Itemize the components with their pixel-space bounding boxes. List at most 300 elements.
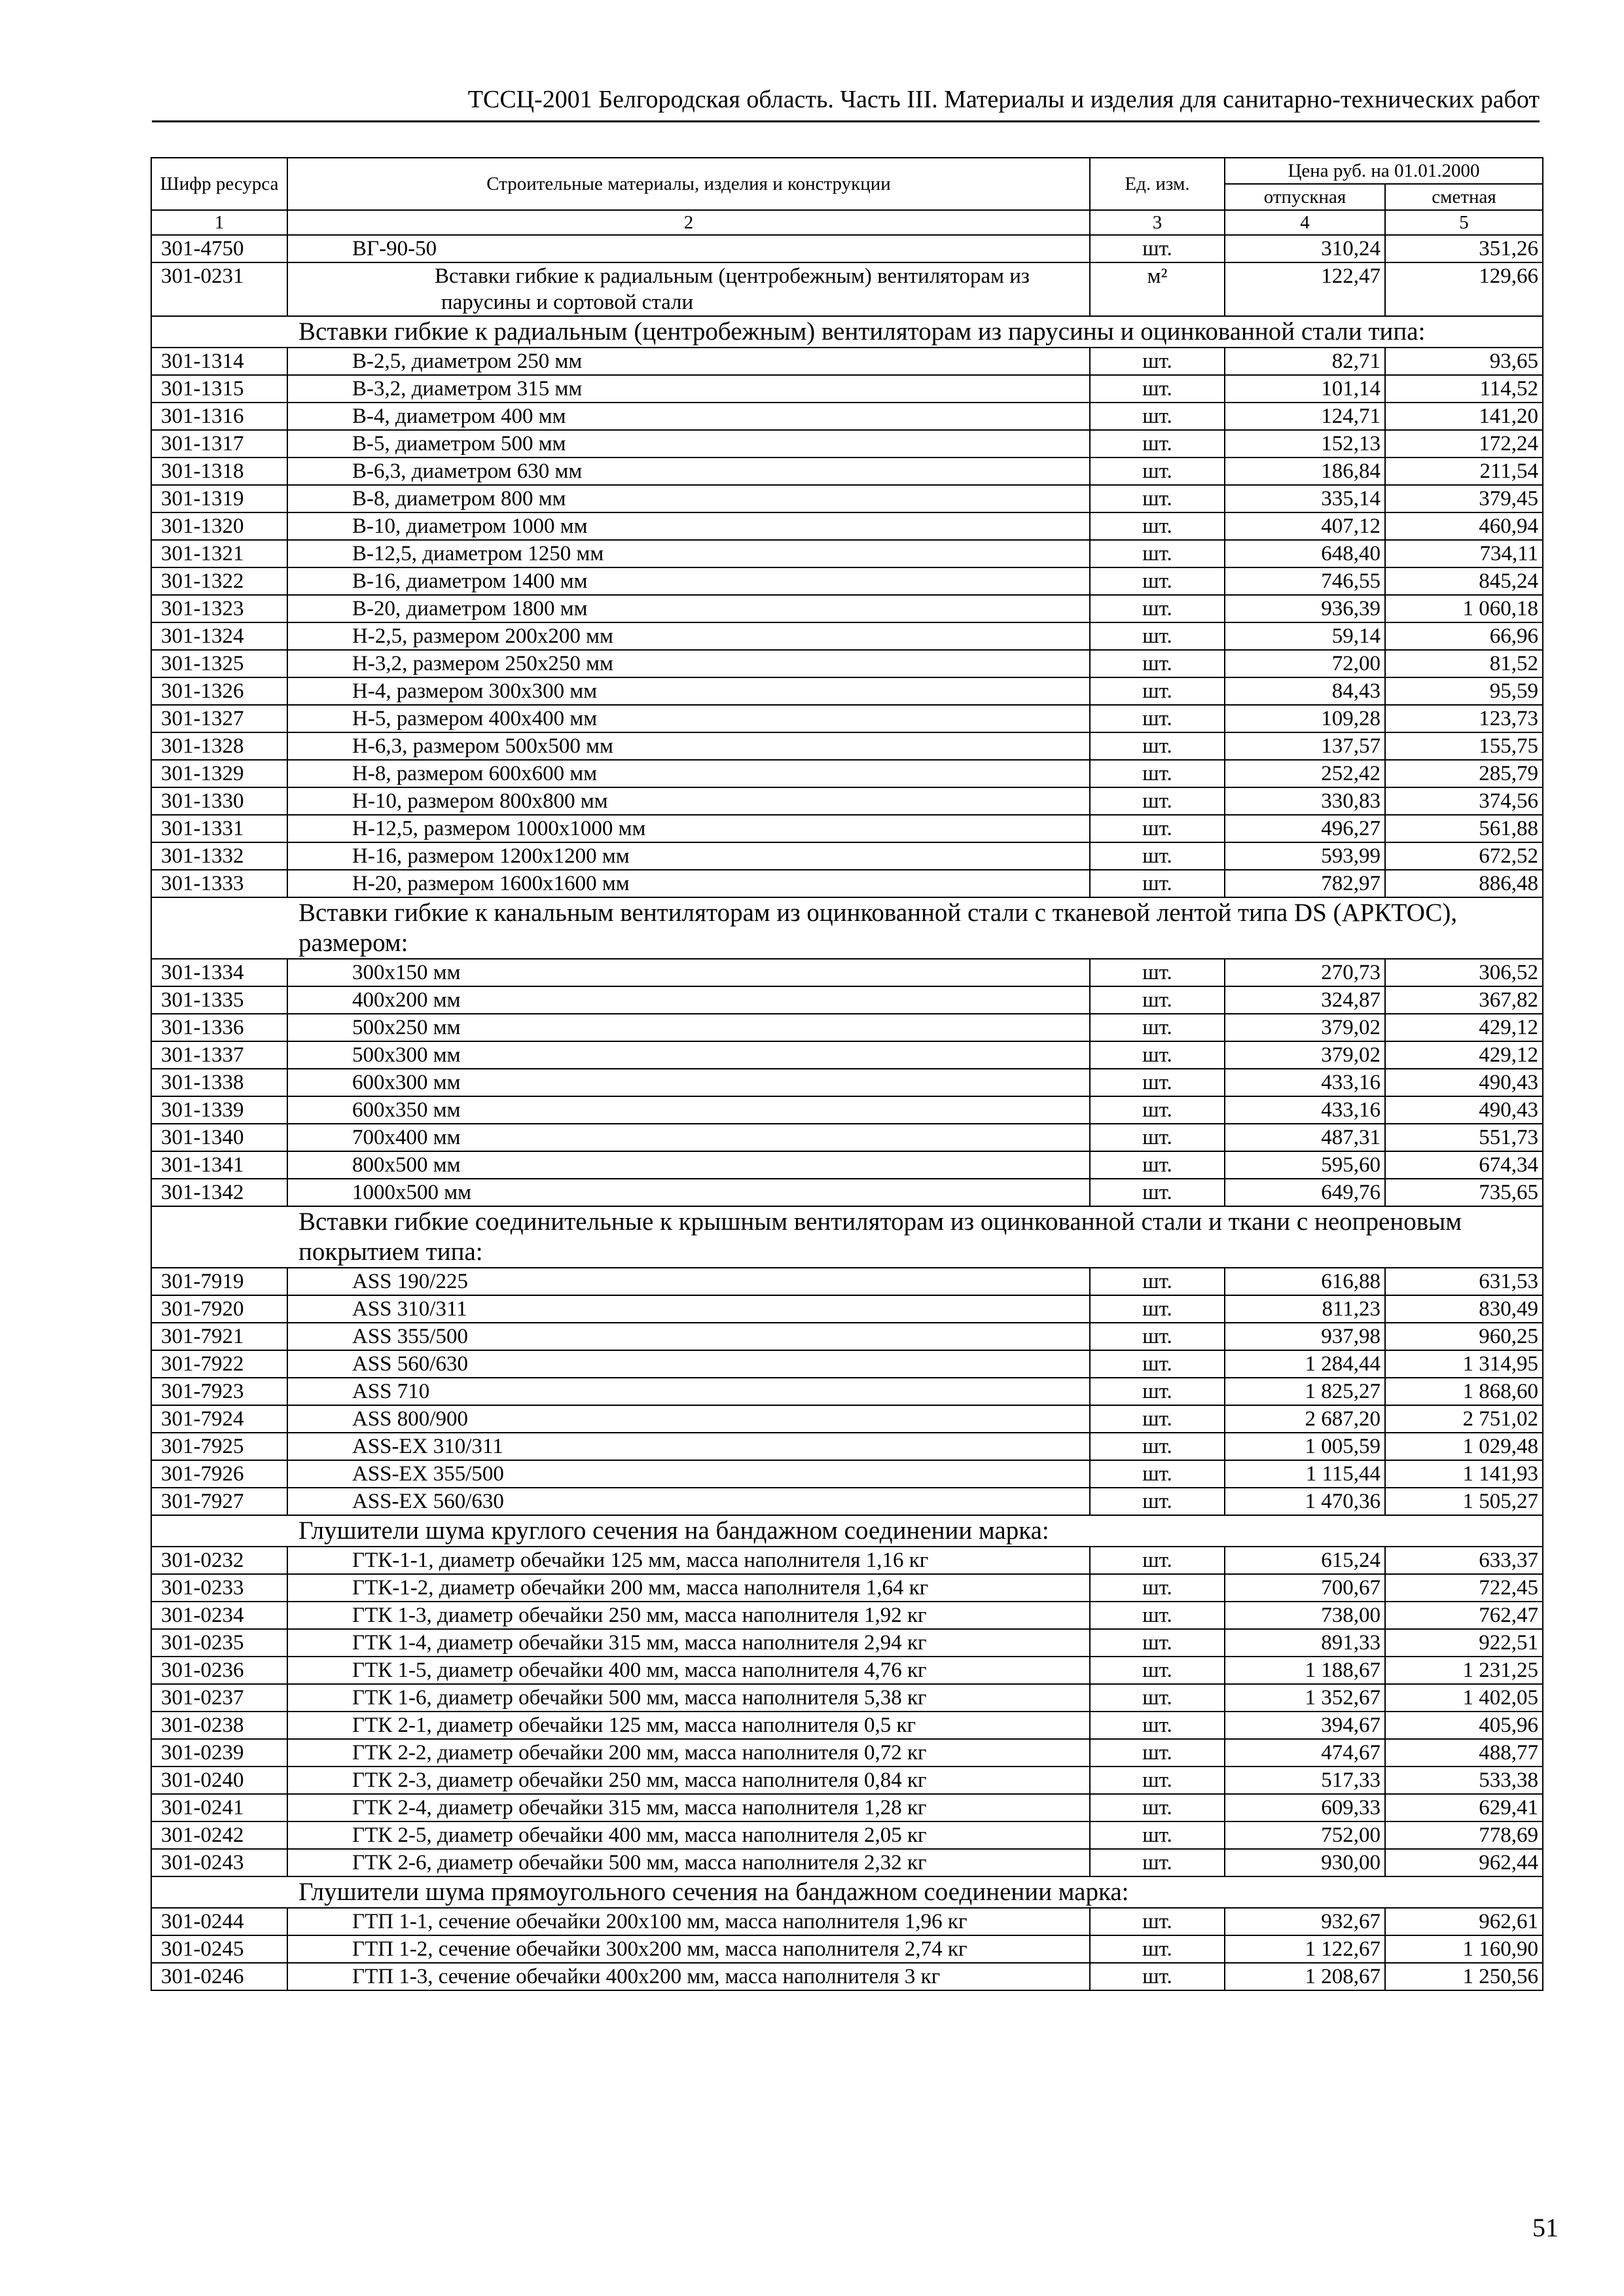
cell-unit: шт. [1090,1151,1225,1179]
cell-wholesale-price: 609,33 [1225,1794,1385,1821]
cell-estimate-price: 1 402,05 [1385,1684,1543,1712]
cell-estimate-price: 631,53 [1385,1268,1543,1295]
cell-estimate-price: 429,12 [1385,1041,1543,1069]
cell-estimate-price: 1 868,60 [1385,1378,1543,1405]
cell-estimate-price: 490,43 [1385,1096,1543,1124]
table-row [151,1295,1543,1323]
cell-code: 301-1317 [151,430,287,457]
cell-wholesale-price: 84,43 [1225,677,1385,705]
cell-code: 301-0241 [151,1794,287,1821]
table-row [151,1767,1543,1794]
cell-code: 301-7924 [151,1405,287,1433]
cell-name: Н-12,5, размером 1000х1000 мм [287,815,1090,842]
cell-name: В-20, диаметром 1800 мм [287,595,1090,622]
table-row [151,1433,1543,1460]
table-row [151,262,1543,316]
cell-name: 500х300 мм [287,1041,1090,1069]
cell-estimate-price: 962,61 [1385,1908,1543,1935]
cell-wholesale-price: 648,40 [1225,540,1385,567]
table-row [151,1151,1543,1179]
cell-name: ГТК-1-1, диаметр обечайки 125 мм, масса наполнителя 1,16 кг [287,1547,1090,1574]
cell-wholesale-price: 932,67 [1225,1908,1385,1935]
table-row [151,650,1543,677]
cell-code: 301-7919 [151,1268,287,1295]
cell-unit: шт. [1090,235,1225,262]
cell-name: ASS 355/500 [287,1323,1090,1350]
cell-wholesale-price: 2 687,20 [1225,1405,1385,1433]
group-row [151,897,1543,959]
cell-unit: шт. [1090,1821,1225,1849]
cell-code: 301-1325 [151,650,287,677]
cell-name: ASS-EX 310/311 [287,1433,1090,1460]
cell-code: 301-0246 [151,1963,287,1990]
cell-wholesale-price: 891,33 [1225,1629,1385,1657]
table-row [151,1963,1543,1990]
cell-name: В-8, диаметром 800 мм [287,485,1090,512]
table-row [151,1574,1543,1602]
table-header [151,158,1543,235]
cell-code: 301-7921 [151,1323,287,1350]
cell-code: 301-0243 [151,1849,287,1876]
cell-code: 301-1329 [151,760,287,787]
cell-name: ГТК 2-4, диаметр обечайки 315 мм, масса наполнителя 1,28 кг [287,1794,1090,1821]
cell-estimate-price: 672,52 [1385,842,1543,870]
cell-name: ASS 310/311 [287,1295,1090,1323]
cell-wholesale-price: 738,00 [1225,1602,1385,1629]
cell-wholesale-price: 1 115,44 [1225,1460,1385,1488]
cell-name: 1000х500 мм [287,1179,1090,1206]
cell-estimate-price: 1 314,95 [1385,1350,1543,1378]
group-title: Глушители шума прямоугольного сечения на бандажном соединении марка: [151,1876,1543,1908]
cell-code: 301-7925 [151,1433,287,1460]
cell-wholesale-price: 746,55 [1225,567,1385,595]
cell-name: ГТП 1-3, сечение обечайки 400х200 мм, масса наполнителя 3 кг [287,1963,1090,1990]
cell-name: ГТК 2-6, диаметр обечайки 500 мм, масса наполнителя 2,32 кг [287,1849,1090,1876]
table-row [151,1629,1543,1657]
cell-code: 301-1319 [151,485,287,512]
table-row [151,1849,1543,1876]
cell-estimate-price: 886,48 [1385,870,1543,897]
table-row [151,595,1543,622]
cell-unit: шт. [1090,1488,1225,1515]
cell-wholesale-price: 72,00 [1225,650,1385,677]
cell-wholesale-price: 811,23 [1225,1295,1385,1323]
cell-wholesale-price: 930,00 [1225,1849,1385,1876]
cell-code: 301-1323 [151,595,287,622]
cell-unit: шт. [1090,815,1225,842]
cell-estimate-price: 1 231,25 [1385,1657,1543,1684]
cell-code: 301-0233 [151,1574,287,1602]
cell-wholesale-price: 593,99 [1225,842,1385,870]
cell-wholesale-price: 700,67 [1225,1574,1385,1602]
cell-estimate-price: 778,69 [1385,1821,1543,1849]
table-row [151,1323,1543,1350]
group-row [151,1206,1543,1268]
cell-name: Н-2,5, размером 200х200 мм [287,622,1090,650]
cell-wholesale-price: 394,67 [1225,1712,1385,1739]
cell-estimate-price: 960,25 [1385,1323,1543,1350]
cell-name: ГТК 2-1, диаметр обечайки 125 мм, масса наполнителя 0,5 кг [287,1712,1090,1739]
cell-code: 301-1320 [151,512,287,540]
cell-unit: шт. [1090,1767,1225,1794]
table-row [151,986,1543,1014]
table-row [151,1712,1543,1739]
cell-wholesale-price: 1 470,36 [1225,1488,1385,1515]
table-row [151,375,1543,403]
cell-code: 301-7920 [151,1295,287,1323]
table-row [151,677,1543,705]
cell-estimate-price: 1 141,93 [1385,1460,1543,1488]
cell-unit: шт. [1090,1179,1225,1206]
cell-wholesale-price: 124,71 [1225,403,1385,430]
cell-unit: шт. [1090,1547,1225,1574]
column-number: 2 [287,210,1090,235]
cell-estimate-price: 81,52 [1385,650,1543,677]
table-row [151,1350,1543,1378]
cell-wholesale-price: 335,14 [1225,485,1385,512]
cell-name: 600х300 мм [287,1069,1090,1096]
cell-name: В-2,5, диаметром 250 мм [287,348,1090,375]
cell-name: В-16, диаметром 1400 мм [287,567,1090,595]
cell-wholesale-price: 152,13 [1225,430,1385,457]
cell-name: Н-4, размером 300х300 мм [287,677,1090,705]
cell-estimate-price: 351,26 [1385,235,1543,262]
cell-name: В-6,3, диаметром 630 мм [287,457,1090,485]
cell-wholesale-price: 1 825,27 [1225,1378,1385,1405]
header-unit: Ед. изм. [1090,158,1225,210]
cell-name: В-4, диаметром 400 мм [287,403,1090,430]
cell-estimate-price: 830,49 [1385,1295,1543,1323]
cell-wholesale-price: 433,16 [1225,1069,1385,1096]
cell-name: В-3,2, диаметром 315 мм [287,375,1090,403]
cell-unit: шт. [1090,677,1225,705]
cell-code: 301-0240 [151,1767,287,1794]
cell-wholesale-price: 186,84 [1225,457,1385,485]
cell-estimate-price: 922,51 [1385,1629,1543,1657]
cell-code: 301-0244 [151,1908,287,1935]
table-row [151,815,1543,842]
cell-unit: шт. [1090,1069,1225,1096]
cell-code: 301-0235 [151,1629,287,1657]
cell-code: 301-1315 [151,375,287,403]
table-row [151,1488,1543,1515]
cell-unit: шт. [1090,787,1225,815]
cell-wholesale-price: 407,12 [1225,512,1385,540]
cell-code: 301-1324 [151,622,287,650]
cell-estimate-price: 379,45 [1385,485,1543,512]
cell-estimate-price: 93,65 [1385,348,1543,375]
cell-wholesale-price: 936,39 [1225,595,1385,622]
cell-unit: шт. [1090,540,1225,567]
column-number: 1 [151,210,287,235]
table-body [151,235,1543,1990]
cell-code: 301-7922 [151,1350,287,1378]
cell-unit: шт. [1090,1935,1225,1963]
cell-code: 301-7923 [151,1378,287,1405]
cell-wholesale-price: 122,47 [1225,262,1385,316]
cell-wholesale-price: 310,24 [1225,235,1385,262]
cell-name: Н-20, размером 1600х1600 мм [287,870,1090,897]
cell-name: ASS-EX 560/630 [287,1488,1090,1515]
column-number-row [151,210,1543,235]
cell-wholesale-price: 324,87 [1225,986,1385,1014]
cell-code: 301-7926 [151,1460,287,1488]
cell-code: 301-1327 [151,705,287,732]
header-row [151,158,1543,184]
cell-code: 301-1318 [151,457,287,485]
table-row [151,1014,1543,1041]
table-row [151,1739,1543,1767]
cell-name: ASS-EX 355/500 [287,1460,1090,1488]
cell-estimate-price: 551,73 [1385,1124,1543,1151]
cell-code: 301-0231 [151,262,287,316]
cell-estimate-price: 533,38 [1385,1767,1543,1794]
table-row [151,787,1543,815]
cell-unit: шт. [1090,1684,1225,1712]
table-row [151,1460,1543,1488]
header-name: Строительные материалы, изделия и конструкции [287,158,1090,210]
group-row [151,1515,1543,1547]
cell-unit: шт. [1090,622,1225,650]
cell-wholesale-price: 782,97 [1225,870,1385,897]
cell-wholesale-price: 109,28 [1225,705,1385,732]
cell-unit: шт. [1090,1574,1225,1602]
cell-wholesale-price: 101,14 [1225,375,1385,403]
table-row [151,1096,1543,1124]
cell-code: 301-1335 [151,986,287,1014]
cell-wholesale-price: 649,76 [1225,1179,1385,1206]
cell-code: 301-0236 [151,1657,287,1684]
cell-wholesale-price: 496,27 [1225,815,1385,842]
table-row [151,1684,1543,1712]
table-row [151,457,1543,485]
cell-unit: шт. [1090,1378,1225,1405]
cell-wholesale-price: 252,42 [1225,760,1385,787]
cell-wholesale-price: 1 188,67 [1225,1657,1385,1684]
cell-unit: шт. [1090,1014,1225,1041]
cell-unit: шт. [1090,512,1225,540]
table-row [151,1547,1543,1574]
cell-estimate-price: 114,52 [1385,375,1543,403]
cell-estimate-price: 306,52 [1385,959,1543,986]
cell-name: 700х400 мм [287,1124,1090,1151]
cell-wholesale-price: 595,60 [1225,1151,1385,1179]
table-row [151,1179,1543,1206]
cell-wholesale-price: 59,14 [1225,622,1385,650]
cell-estimate-price: 722,45 [1385,1574,1543,1602]
cell-unit: шт. [1090,457,1225,485]
cell-unit: шт. [1090,1602,1225,1629]
table-row [151,403,1543,430]
cell-name: ASS 560/630 [287,1350,1090,1378]
cell-estimate-price: 845,24 [1385,567,1543,595]
cell-code: 301-1334 [151,959,287,986]
cell-estimate-price: 1 250,56 [1385,1963,1543,1990]
cell-unit: шт. [1090,1323,1225,1350]
table-row [151,842,1543,870]
cell-name: В-5, диаметром 500 мм [287,430,1090,457]
cell-name: В-10, диаметром 1000 мм [287,512,1090,540]
cell-unit: шт. [1090,1849,1225,1876]
cell-estimate-price: 674,34 [1385,1151,1543,1179]
cell-wholesale-price: 487,31 [1225,1124,1385,1151]
cell-name: ГТК 1-3, диаметр обечайки 250 мм, масса наполнителя 1,92 кг [287,1602,1090,1629]
cell-unit: шт. [1090,1433,1225,1460]
cell-estimate-price: 735,65 [1385,1179,1543,1206]
cell-code: 301-1332 [151,842,287,870]
table-row [151,959,1543,986]
cell-code: 301-0245 [151,1935,287,1963]
header-wholesale: отпускная [1225,184,1385,210]
cell-estimate-price: 141,20 [1385,403,1543,430]
table-row [151,1268,1543,1295]
cell-code: 301-1337 [151,1041,287,1069]
cell-name: Н-6,3, размером 500х500 мм [287,732,1090,760]
cell-unit: шт. [1090,1460,1225,1488]
cell-estimate-price: 285,79 [1385,760,1543,787]
price-table [151,157,1543,1991]
cell-code: 301-0232 [151,1547,287,1574]
cell-wholesale-price: 1 284,44 [1225,1350,1385,1378]
cell-code: 301-1316 [151,403,287,430]
cell-wholesale-price: 137,57 [1225,732,1385,760]
cell-wholesale-price: 1 005,59 [1225,1433,1385,1460]
table-row [151,870,1543,897]
cell-unit: шт. [1090,348,1225,375]
table-row [151,1657,1543,1684]
cell-name: 500х250 мм [287,1014,1090,1041]
table-row [151,1124,1543,1151]
cell-name: ASS 710 [287,1378,1090,1405]
column-number: 5 [1385,210,1543,235]
cell-wholesale-price: 517,33 [1225,1767,1385,1794]
table-row [151,732,1543,760]
cell-unit: шт. [1090,1629,1225,1657]
cell-name: 300х150 мм [287,959,1090,986]
cell-estimate-price: 633,37 [1385,1547,1543,1574]
table-row [151,1602,1543,1629]
cell-name: ГТК 1-4, диаметр обечайки 315 мм, масса наполнителя 2,94 кг [287,1629,1090,1657]
table-row [151,760,1543,787]
cell-wholesale-price: 615,24 [1225,1547,1385,1574]
cell-unit: шт. [1090,1963,1225,1990]
cell-unit: шт. [1090,485,1225,512]
header-estimate: сметная [1385,184,1543,210]
running-header [152,82,1540,122]
cell-estimate-price: 561,88 [1385,815,1543,842]
cell-name: Н-5, размером 400х400 мм [287,705,1090,732]
cell-estimate-price: 95,59 [1385,677,1543,705]
cell-wholesale-price: 1 122,67 [1225,1935,1385,1963]
table-row [151,540,1543,567]
cell-wholesale-price: 474,67 [1225,1739,1385,1767]
cell-code: 301-0239 [151,1739,287,1767]
cell-name: ГТК-1-2, диаметр обечайки 200 мм, масса наполнителя 1,64 кг [287,1574,1090,1602]
cell-wholesale-price: 433,16 [1225,1096,1385,1124]
cell-unit: шт. [1090,1041,1225,1069]
cell-name: ГТК 2-5, диаметр обечайки 400 мм, масса наполнителя 2,05 кг [287,1821,1090,1849]
cell-name: ГТП 1-1, сечение обечайки 200х100 мм, масса наполнителя 1,96 кг [287,1908,1090,1935]
cell-unit: м² [1090,262,1225,316]
cell-estimate-price: 367,82 [1385,986,1543,1014]
table-row [151,348,1543,375]
cell-estimate-price: 1 029,48 [1385,1433,1543,1460]
cell-unit: шт. [1090,1295,1225,1323]
cell-estimate-price: 211,54 [1385,457,1543,485]
cell-code: 301-1326 [151,677,287,705]
cell-code: 301-1331 [151,815,287,842]
page-number: 51 [1532,2213,1559,2242]
cell-unit: шт. [1090,1794,1225,1821]
cell-code: 301-1328 [151,732,287,760]
cell-name: Н-16, размером 1200х1200 мм [287,842,1090,870]
cell-unit: шт. [1090,650,1225,677]
cell-unit: шт. [1090,595,1225,622]
cell-unit: шт. [1090,1405,1225,1433]
cell-unit: шт. [1090,842,1225,870]
cell-name: ГТК 1-5, диаметр обечайки 400 мм, масса наполнителя 4,76 кг [287,1657,1090,1684]
cell-unit: шт. [1090,1712,1225,1739]
cell-name: Н-8, размером 600х600 мм [287,760,1090,787]
cell-name: ГТК 1-6, диаметр обечайки 500 мм, масса наполнителя 5,38 кг [287,1684,1090,1712]
cell-name: 400х200 мм [287,986,1090,1014]
cell-estimate-price: 66,96 [1385,622,1543,650]
cell-unit: шт. [1090,1657,1225,1684]
cell-code: 301-1314 [151,348,287,375]
cell-code: 301-1342 [151,1179,287,1206]
cell-code: 301-0238 [151,1712,287,1739]
table-row [151,485,1543,512]
cell-name: ГТК 2-3, диаметр обечайки 250 мм, масса наполнителя 0,84 кг [287,1767,1090,1794]
cell-estimate-price: 374,56 [1385,787,1543,815]
cell-wholesale-price: 937,98 [1225,1323,1385,1350]
cell-unit: шт. [1090,1268,1225,1295]
table-row [151,1041,1543,1069]
cell-code: 301-7927 [151,1488,287,1515]
cell-code: 301-0242 [151,1821,287,1849]
cell-code: 301-1341 [151,1151,287,1179]
cell-unit: шт. [1090,1096,1225,1124]
cell-name: ВГ-90-50 [287,235,1090,262]
table-row [151,512,1543,540]
cell-wholesale-price: 379,02 [1225,1041,1385,1069]
table-row [151,705,1543,732]
cell-estimate-price: 129,66 [1385,262,1543,316]
cell-unit: шт. [1090,1739,1225,1767]
group-title: Вставки гибкие к радиальным (центробежным) вентиляторам из парусины и оцинкованной стали типа: [151,316,1543,348]
group-title: Глушители шума круглого сечения на бандажном соединении марка: [151,1515,1543,1547]
table-row [151,1405,1543,1433]
cell-name: В-12,5, диаметром 1250 мм [287,540,1090,567]
table-row [151,235,1543,262]
cell-estimate-price: 405,96 [1385,1712,1543,1739]
cell-wholesale-price: 82,71 [1225,348,1385,375]
cell-code: 301-1336 [151,1014,287,1041]
cell-estimate-price: 490,43 [1385,1069,1543,1096]
table-row [151,567,1543,595]
header-code: Шифр ресурса [151,158,287,210]
cell-estimate-price: 962,44 [1385,1849,1543,1876]
cell-name: ASS 800/900 [287,1405,1090,1433]
cell-estimate-price: 1 060,18 [1385,595,1543,622]
table-row [151,1935,1543,1963]
cell-code: 301-1340 [151,1124,287,1151]
cell-estimate-price: 155,75 [1385,732,1543,760]
cell-code: 301-1330 [151,787,287,815]
cell-unit: шт. [1090,1124,1225,1151]
cell-name: 600х350 мм [287,1096,1090,1124]
cell-wholesale-price: 1 208,67 [1225,1963,1385,1990]
